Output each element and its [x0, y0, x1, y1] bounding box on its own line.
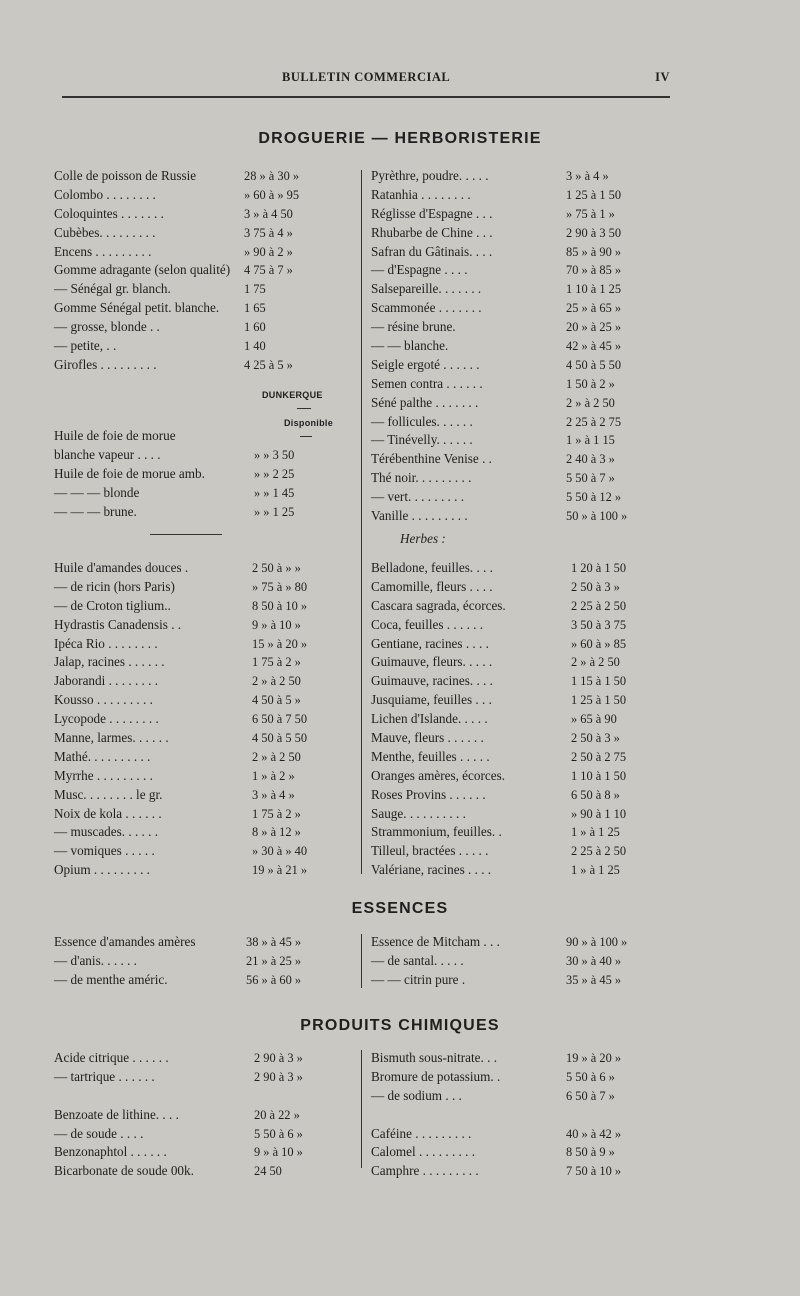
- item-name: Coloquintes . . . . . . .: [54, 205, 164, 221]
- price-row: [54, 971, 354, 990]
- item-price: 56 » à 60 »: [246, 972, 302, 987]
- item-price: 40 » à 42 »: [566, 1126, 622, 1141]
- price-row: [371, 394, 681, 413]
- item-price: 9 » à 10 »: [252, 617, 301, 632]
- item-price: 2 90 à 3 50: [566, 225, 622, 240]
- price-row: [371, 431, 681, 450]
- item-name: — — — brune.: [54, 503, 137, 519]
- price-row: [54, 653, 354, 672]
- price-row: [371, 823, 681, 842]
- price-row: [371, 1068, 681, 1087]
- item-price: 2 50 à 3 »: [571, 579, 620, 594]
- item-name: Manne, larmes. . . . . .: [54, 730, 169, 746]
- item-name: Vanille . . . . . . . . .: [371, 508, 468, 524]
- price-row: [54, 356, 354, 375]
- item-price: » » 1 45: [254, 485, 295, 500]
- item-price: » 60 à » 85: [571, 636, 627, 651]
- item-price: 5 50 à 6 »: [566, 1069, 615, 1084]
- price-row: [371, 748, 681, 767]
- price-row: [54, 842, 354, 861]
- price-row: [371, 224, 681, 243]
- item-name: Roses Provins . . . . . .: [371, 786, 486, 802]
- item-name: — muscades. . . . . .: [54, 824, 159, 840]
- item-price: 19 » à 20 »: [566, 1051, 622, 1065]
- item-name: Thé noir. . . . . . . . .: [371, 470, 472, 486]
- item-price: 1 10 à 1 50: [571, 768, 627, 783]
- item-price: » 60 à » 95: [244, 187, 300, 202]
- item-name: — Sénégal gr. blanch.: [54, 281, 171, 297]
- item-price: 2 50 à » »: [252, 561, 301, 575]
- essences-right: [371, 933, 681, 990]
- item-name: Calomel . . . . . . . . .: [371, 1144, 476, 1160]
- price-row: [54, 823, 354, 842]
- price-row: [371, 805, 681, 824]
- item-name: — — — blonde: [54, 484, 140, 500]
- item-name: — d'anis. . . . . .: [54, 952, 137, 968]
- item-name: Guimauve, racines. . . .: [371, 673, 493, 689]
- item-name: — grosse, blonde . .: [54, 319, 160, 335]
- item-price: 1 60: [244, 320, 266, 335]
- item-price: 20 » à 25 »: [566, 320, 622, 335]
- item-name: blanche vapeur . . . .: [54, 446, 161, 462]
- item-price: 2 25 à 2 50: [571, 598, 627, 613]
- price-row: [371, 578, 681, 597]
- item-name: Oranges amères, écorces.: [371, 767, 505, 783]
- price-row: [54, 1143, 354, 1162]
- item-name: Safran du Gâtinais. . . .: [371, 243, 493, 259]
- item-price: 70 » à 85 »: [566, 263, 622, 278]
- price-row: [371, 842, 681, 861]
- price-row: [371, 280, 681, 299]
- price-row: [371, 635, 681, 654]
- item-price: 1 75: [244, 282, 266, 297]
- item-price: 4 50 à 5 »: [252, 693, 301, 708]
- item-name: Salsepareille. . . . . . .: [371, 281, 482, 297]
- item-name: Semen contra . . . . . .: [371, 375, 483, 391]
- item-name: — de soude . . . .: [54, 1125, 144, 1141]
- item-price: 3 » à 4 »: [252, 787, 295, 802]
- item-name: — d'Espagne . . . .: [371, 262, 468, 278]
- item-name: Huile de foie de morue: [54, 428, 176, 443]
- price-row: [371, 356, 681, 375]
- price-row: [54, 672, 354, 691]
- item-price: 1 65: [244, 301, 266, 316]
- item-name: — résine brune.: [371, 319, 456, 335]
- price-row: [54, 729, 354, 748]
- item-price: 2 25 à 2 50: [571, 844, 627, 859]
- item-price: 5 50 à 12 »: [566, 490, 622, 505]
- price-row: [371, 261, 681, 280]
- item-name: Scammonée . . . . . . .: [371, 300, 482, 316]
- item-price: 1 10 à 1 25: [566, 282, 622, 297]
- droguerie-left-a: [54, 167, 354, 375]
- item-name: Benzonaphtol . . . . . .: [54, 1144, 167, 1160]
- item-price: 25 » à 65 »: [566, 301, 622, 316]
- item-name: Jusquiame, feuilles . . .: [371, 692, 492, 708]
- item-name: Mathé. . . . . . . . . .: [54, 748, 151, 764]
- price-row: [371, 337, 681, 356]
- item-price: 5 50 à 7 »: [566, 471, 615, 486]
- item-name: Huile de foie de morue amb.: [54, 465, 205, 481]
- price-row: [371, 767, 681, 786]
- item-name: — de santal. . . . .: [371, 952, 464, 968]
- item-price: 3 75 à 4 »: [244, 225, 293, 240]
- price-row: [54, 559, 354, 578]
- item-price: 85 » à 90 »: [566, 244, 622, 259]
- item-price: » 75 à 1 »: [566, 206, 615, 221]
- item-name: Myrrhe . . . . . . . . .: [54, 767, 153, 783]
- item-name: — de menthe améric.: [54, 971, 168, 987]
- item-name: Rhubarbe de Chine . . .: [371, 224, 493, 240]
- item-name: Gomme adragante (selon qualité): [54, 262, 231, 278]
- produits-right: [371, 1049, 681, 1181]
- price-row: [54, 446, 354, 465]
- price-row: [54, 465, 354, 484]
- item-name: Essence d'amandes amères: [54, 934, 196, 949]
- price-row: [371, 243, 681, 262]
- item-price: 19 » à 21 »: [252, 863, 308, 878]
- droguerie-right-a: [371, 167, 681, 526]
- item-name: Seigle ergoté . . . . . .: [371, 356, 480, 372]
- item-name: Camomille, fleurs . . . .: [371, 578, 493, 594]
- item-price: 24 50: [254, 1164, 282, 1179]
- price-row: [371, 1125, 681, 1144]
- column-divider-produits: [361, 1050, 362, 1168]
- item-name: Kousso . . . . . . . . .: [54, 692, 153, 708]
- item-price: 8 50 à 9 »: [566, 1145, 615, 1160]
- price-row: [54, 427, 354, 446]
- price-row: [371, 952, 681, 971]
- item-price: 3 » à 4 50: [244, 206, 293, 221]
- price-row: [371, 1143, 681, 1162]
- item-price: 1 » à 1 25: [571, 825, 620, 840]
- price-row: [54, 1106, 354, 1125]
- price-row: [371, 710, 681, 729]
- price-row: [371, 450, 681, 469]
- item-name: Essence de Mitcham . . .: [371, 934, 500, 949]
- price-row: [54, 1125, 354, 1144]
- item-price: 4 50 à 5 50: [566, 357, 622, 372]
- price-row: [371, 167, 681, 186]
- price-row: [371, 1049, 681, 1068]
- item-price: 2 » à 2 50: [252, 749, 301, 764]
- item-price: 1 50 à 2 »: [566, 376, 615, 391]
- price-row: [54, 952, 354, 971]
- price-row: [54, 616, 354, 635]
- price-row: [54, 205, 354, 224]
- item-price: 28 » à 30 »: [244, 169, 300, 183]
- droguerie-left-b: [54, 559, 354, 880]
- price-row: [54, 1068, 354, 1087]
- item-name: Benzoate de lithine. . . .: [54, 1106, 179, 1122]
- item-price: 90 » à 100 »: [566, 935, 628, 949]
- price-row: [371, 205, 681, 224]
- item-price: 30 » à 40 »: [566, 953, 622, 968]
- item-price: 20 à 22 »: [254, 1107, 300, 1122]
- item-price: 2 » à 2 50: [252, 674, 301, 689]
- item-price: 1 75 à 2 »: [252, 655, 301, 670]
- item-name: Colle de poisson de Russie: [54, 168, 197, 183]
- huile-foie-block: [54, 427, 354, 521]
- item-price: 1 » à 1 15: [566, 433, 615, 448]
- item-name: Encens . . . . . . . . .: [54, 243, 152, 259]
- item-price: 2 90 à 3 »: [254, 1069, 303, 1084]
- item-name: Camphre . . . . . . . . .: [371, 1163, 479, 1179]
- item-price: » » 3 50: [254, 447, 295, 462]
- item-name: Ipéca Rio . . . . . . . .: [54, 635, 158, 651]
- dunkerque-dash: [297, 408, 311, 409]
- item-name: Caféine . . . . . . . . .: [371, 1125, 472, 1141]
- item-price: 5 50 à 6 »: [254, 1126, 303, 1141]
- price-row: [54, 748, 354, 767]
- item-price: » 90 à 1 10: [571, 806, 627, 821]
- item-price: 38 » à 45 »: [246, 935, 302, 949]
- price-row: [371, 786, 681, 805]
- item-name: Huile d'amandes douces .: [54, 560, 189, 575]
- item-price: » 75 à » 80: [252, 579, 308, 594]
- price-row: [54, 597, 354, 616]
- item-price: 6 50 à 7 »: [566, 1088, 615, 1103]
- item-name: — petite, . .: [54, 338, 117, 354]
- item-name: Bicarbonate de soude 00k.: [54, 1163, 194, 1179]
- price-row: [54, 299, 354, 318]
- item-price: 7 50 à 10 »: [566, 1164, 622, 1179]
- item-price: 6 50 à 7 50: [252, 712, 308, 727]
- price-row: [371, 318, 681, 337]
- price-row: [54, 224, 354, 243]
- price-row: [371, 672, 681, 691]
- item-price: 1 25 à 1 50: [571, 693, 627, 708]
- item-price: 50 » à 100 »: [566, 509, 628, 524]
- price-row: [54, 635, 354, 654]
- item-price: 2 90 à 3 »: [254, 1051, 303, 1065]
- page-number: IV: [655, 70, 670, 84]
- item-price: 1 75 à 2 »: [252, 806, 301, 821]
- item-price: 42 » à 45 »: [566, 339, 622, 354]
- price-row: [54, 710, 354, 729]
- price-row: [371, 469, 681, 488]
- price-row: [371, 1162, 681, 1181]
- item-name: Lichen d'Islande. . . . .: [371, 711, 488, 727]
- price-row: [54, 337, 354, 356]
- item-price: 4 25 à 5 »: [244, 357, 293, 372]
- item-name: — de ricin (hors Paris): [54, 578, 175, 594]
- item-price: 1 » à 1 25: [571, 863, 620, 878]
- item-name: Lycopode . . . . . . . .: [54, 711, 159, 727]
- price-row: [371, 559, 681, 578]
- item-price: 21 » à 25 »: [246, 953, 302, 968]
- produits-left: [54, 1049, 354, 1181]
- item-name: — Tinévelly. . . . . .: [371, 432, 473, 448]
- price-row: [371, 616, 681, 635]
- item-price: 1 15 à 1 50: [571, 674, 627, 689]
- item-name: Gomme Sénégal petit. blanche.: [54, 300, 220, 316]
- item-name: Cubèbes. . . . . . . . .: [54, 224, 156, 240]
- price-row: [54, 786, 354, 805]
- price-row: [54, 186, 354, 205]
- item-name: Bismuth sous-nitrate. . .: [371, 1050, 498, 1065]
- item-name: Gentiane, racines . . . .: [371, 635, 489, 651]
- price-row: [54, 484, 354, 503]
- item-name: Jaborandi . . . . . . . .: [54, 673, 159, 689]
- item-name: Bromure de potassium. .: [371, 1068, 501, 1084]
- price-row: [54, 1087, 354, 1106]
- item-price: » » 1 25: [254, 504, 295, 519]
- item-name: Noix de kola . . . . . .: [54, 805, 162, 821]
- item-price: » 30 à » 40: [252, 844, 308, 859]
- item-price: 2 40 à 3 »: [566, 452, 615, 467]
- section-title-droguerie: DROGUERIE — HERBORISTERIE: [258, 130, 542, 147]
- item-name: Sauge. . . . . . . . . .: [371, 805, 466, 821]
- item-price: 15 » à 20 »: [252, 636, 308, 651]
- item-price: 3 50 à 3 75: [571, 617, 627, 632]
- item-price: 1 » à 2 »: [252, 768, 295, 783]
- header-rule: [62, 96, 670, 98]
- price-row: [371, 375, 681, 394]
- item-name: — de Croton tiglium..: [54, 597, 171, 613]
- item-price: 2 » à 2 50: [566, 395, 615, 410]
- price-row: [371, 488, 681, 507]
- item-price: 4 50 à 5 50: [252, 731, 308, 746]
- item-price: » » 2 25: [254, 466, 295, 481]
- item-name: — tartrique . . . . . .: [54, 1068, 155, 1084]
- column-divider-essences: [361, 934, 362, 988]
- herbes-title: Herbes :: [400, 531, 446, 546]
- disponible-label: Disponible: [284, 418, 334, 428]
- item-price: 2 50 à 2 75: [571, 749, 627, 764]
- price-row: [54, 1162, 354, 1181]
- price-row: [54, 861, 354, 880]
- item-name: — follicules. . . . . .: [371, 413, 473, 429]
- price-row: [54, 933, 354, 952]
- item-name: Acide citrique . . . . . .: [54, 1050, 169, 1065]
- item-price: 8 » à 12 »: [252, 825, 301, 840]
- item-price: 8 50 à 10 »: [252, 598, 308, 613]
- item-price: 3 » à 4 »: [566, 169, 609, 183]
- item-name: Menthe, feuilles . . . . .: [371, 748, 490, 764]
- price-row: [371, 413, 681, 432]
- price-row: [54, 1049, 354, 1068]
- item-name: — de sodium . . .: [371, 1087, 462, 1103]
- price-row: [54, 805, 354, 824]
- price-row: [371, 691, 681, 710]
- essences-left: [54, 933, 354, 990]
- price-row: [54, 280, 354, 299]
- item-name: Coca, feuilles . . . . . .: [371, 616, 484, 632]
- price-row: [371, 861, 681, 880]
- item-price: » 65 à 90: [571, 712, 617, 727]
- item-name: Hydrastis Canadensis . .: [54, 616, 182, 632]
- item-price: 2 50 à 3 »: [571, 731, 620, 746]
- item-name: Girofles . . . . . . . . .: [54, 356, 157, 372]
- price-row: [371, 971, 681, 990]
- herbes-list: [371, 559, 681, 880]
- block-separator: [150, 534, 222, 535]
- item-price: 35 » à 45 »: [566, 972, 622, 987]
- item-name: Strammonium, feuilles. .: [371, 824, 502, 840]
- price-row: [54, 261, 354, 280]
- item-name: Réglisse d'Espagne . . .: [371, 205, 493, 221]
- dunkerque-label: DUNKERQUE: [262, 390, 323, 400]
- item-name: Jalap, racines . . . . . .: [54, 654, 165, 670]
- item-name: — vomiques . . . . .: [54, 843, 155, 859]
- price-row: [371, 186, 681, 205]
- price-row: [371, 933, 681, 952]
- price-row: [54, 578, 354, 597]
- item-price: 1 25 à 1 50: [566, 187, 622, 202]
- item-name: Belladone, feuilles. . . .: [371, 560, 493, 575]
- section-title-produits: PRODUITS CHIMIQUES: [300, 1017, 500, 1034]
- price-row: [54, 318, 354, 337]
- price-row: [371, 653, 681, 672]
- item-name: Tilleul, bractées . . . . .: [371, 843, 489, 859]
- item-name: Guimauve, fleurs. . . . .: [371, 654, 493, 670]
- item-price: 6 50 à 8 »: [571, 787, 620, 802]
- item-name: Térébenthine Venise . .: [371, 451, 492, 467]
- item-name: — — blanche.: [371, 338, 449, 354]
- item-name: Musc. . . . . . . . le gr.: [54, 786, 163, 802]
- item-price: 9 » à 10 »: [254, 1145, 303, 1160]
- item-name: Colombo . . . . . . . .: [54, 186, 156, 202]
- price-row: [371, 1106, 681, 1125]
- price-row: [54, 691, 354, 710]
- item-price: 2 25 à 2 75: [566, 414, 622, 429]
- item-name: Ratanhia . . . . . . . .: [371, 186, 471, 202]
- item-name: Valériane, racines . . . .: [371, 862, 492, 878]
- section-title-essences: ESSENCES: [351, 900, 449, 917]
- item-name: — vert. . . . . . . . .: [371, 489, 465, 505]
- item-name: — — citrin pure .: [371, 971, 466, 987]
- item-name: Pyrèthre, poudre. . . . .: [371, 168, 489, 183]
- price-row: [371, 1087, 681, 1106]
- item-name: Mauve, fleurs . . . . . .: [371, 730, 484, 746]
- price-row: [371, 729, 681, 748]
- price-row: [371, 597, 681, 616]
- price-row: [54, 767, 354, 786]
- price-row: [54, 167, 354, 186]
- item-price: » 90 à 2 »: [244, 244, 293, 259]
- column-divider-droguerie: [361, 170, 362, 874]
- item-price: 4 75 à 7 »: [244, 263, 293, 278]
- price-row: [54, 243, 354, 262]
- running-head-title: BULLETIN COMMERCIAL: [282, 70, 451, 84]
- item-name: Séné palthe . . . . . . .: [371, 394, 479, 410]
- item-price: 1 40: [244, 339, 266, 354]
- price-row: [371, 299, 681, 318]
- price-row: [371, 507, 681, 526]
- item-price: 1 20 à 1 50: [571, 561, 627, 575]
- item-name: Opium . . . . . . . . .: [54, 862, 150, 878]
- item-price: 2 » à 2 50: [571, 655, 620, 670]
- price-row: [54, 503, 354, 522]
- item-name: Cascara sagrada, écorces.: [371, 597, 506, 613]
